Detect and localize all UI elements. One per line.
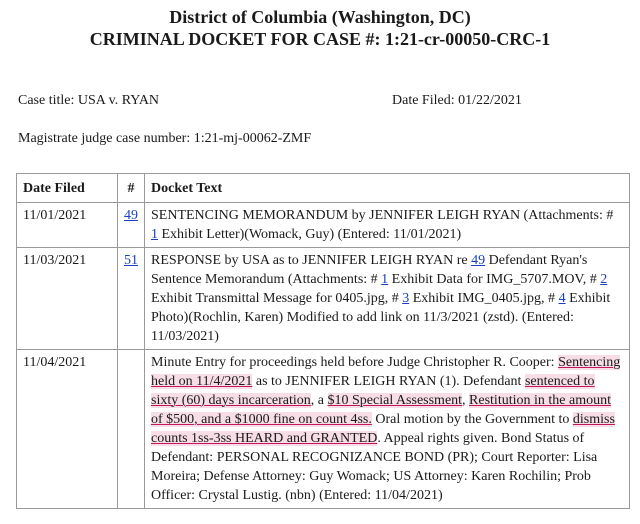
docket-text: Minute Entry for proceedings held before Judge Christopher R. Cooper: Sentencing held on 11/4/2021 as to JENNIFER LEIGH RYAN (1). Defendant sentenced to sixty (60) days incarceration, a $10 Special Assessment, Restitution in the amount of $500, and a $1000 fine on count 4ss. Oral motion by the Government to dismiss counts 1ss-3ss HEARD and GRANTED. Appeal rights given. Bond Status of Defendant: PERSONAL RECOGNIZANCE BOND (PR); Court Reporter: Lisa Moreira; Defense Attorney: Guy Womack; US Attorney: Karen Rochilin; Prob Officer: Crystal Lustig. (nbn) (Entered: 11/04/2021) (145, 350, 630, 509)
row-date: 11/03/2021 (17, 248, 118, 350)
attachment-link[interactable]: 1 (381, 272, 389, 287)
magistrate-case-number: Magistrate judge case number: 1:21-mj-00062-ZMF (18, 131, 312, 146)
table-row (17, 248, 630, 350)
table-row (17, 203, 630, 248)
docket-reference-link[interactable]: 49 (471, 253, 486, 268)
highlighted-text: $10 Special Assessment (327, 393, 463, 408)
highlighted-text: Sentencing held on 11/4/2021 (151, 355, 621, 389)
row-date: 11/04/2021 (17, 350, 118, 509)
table-header-row (17, 174, 630, 203)
docket-text: RESPONSE by USA as to JENNIFER LEIGH RYAN re 49 Defendant Ryan's Sentence Memorandum (Attachments: # 1 Exhibit Data for IMG_5707.MOV, # 2 Exhibit Transmittal Message for 0405.jpg, # 3 Exhibit IMG_0405.jpg, # 4 Exhibit Photo)(Rochlin, Karen) Modified to add link on 11/3/2021 (zstd). (Entered: 11/03/2021) (145, 248, 630, 350)
case-title: Case title: USA v. RYAN (18, 93, 160, 108)
date-filed: Date Filed: 01/22/2021 (392, 93, 522, 108)
docket-text: SENTENCING MEMORANDUM by JENNIFER LEIGH RYAN (Attachments: # 1 Exhibit Letter)(Womack, Guy) (Entered: 11/01/2021) (145, 203, 630, 248)
attachment-link[interactable]: 2 (600, 272, 608, 287)
court-heading: District of Columbia (Washington, DC) (169, 7, 471, 27)
row-number (118, 350, 145, 509)
highlighted-text: dismiss counts 1ss-3ss HEARD and GRANTED (151, 412, 615, 446)
docket-table (16, 173, 630, 509)
header-date-filed: Date Filed (17, 174, 118, 203)
table-row (17, 350, 630, 509)
docket-entry-link[interactable]: 51 (124, 253, 138, 268)
row-date: 11/01/2021 (17, 203, 118, 248)
attachment-link[interactable]: 3 (402, 291, 410, 306)
highlighted-text: sentenced to sixty (60) days incarceration (151, 374, 595, 408)
header-number: # (118, 174, 145, 203)
docket-entry-link[interactable]: 49 (124, 208, 138, 223)
highlighted-text: Restitution in the amount of $500, and a $1000 fine on count 4ss. (151, 393, 611, 427)
attachment-link[interactable]: 1 (151, 227, 158, 242)
header-docket-text: Docket Text (145, 174, 630, 203)
docket-title: CRIMINAL DOCKET FOR CASE #: 1:21-cr-00050-CRC-1 (89, 29, 551, 49)
attachment-link[interactable]: 4 (558, 291, 566, 306)
